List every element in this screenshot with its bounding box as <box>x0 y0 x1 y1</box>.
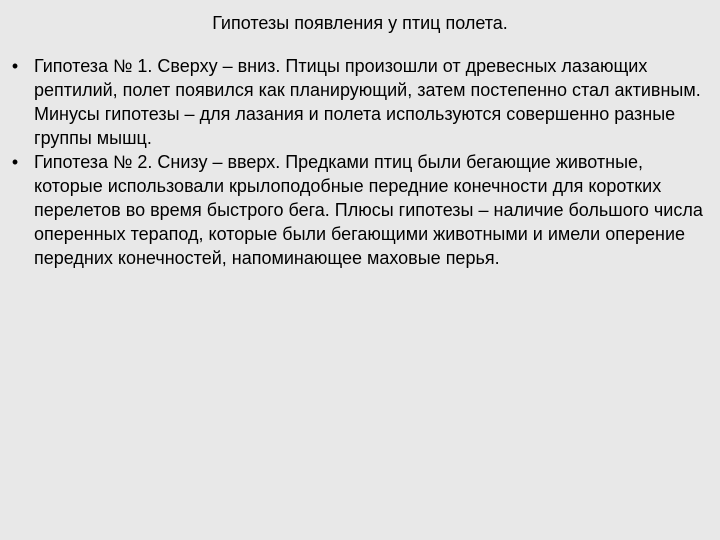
bullet-item-hypothesis-2 <box>0 150 720 270</box>
bullet-text: Гипотеза № 1. Сверху – вниз. Птицы произошли от древесных лазающих рептилий, полет появился как планирующий, затем постепенно стал активным. Минусы гипотезы – для лазания и полета используются совершенно разные группы мышц. <box>34 56 701 148</box>
slide-title: Гипотезы появления у птиц полета. <box>212 13 508 33</box>
bullet-item-hypothesis-1 <box>0 54 720 150</box>
bullet-dot-icon: • <box>11 56 19 76</box>
bullet-text: Гипотеза № 2. Снизу – вверх. Предками птиц были бегающие животные, которые использовали крылоподобные передние конечности для коротких перелетов во время быстрого бега. Плюсы гипотезы – наличие большого числа оперенных терапод, которые были бегающими животными и имели оперение передних конечностей, напоминающее маховые перья. <box>34 152 703 268</box>
bullet-list <box>0 54 720 270</box>
bullet-dot-icon: • <box>11 152 19 172</box>
